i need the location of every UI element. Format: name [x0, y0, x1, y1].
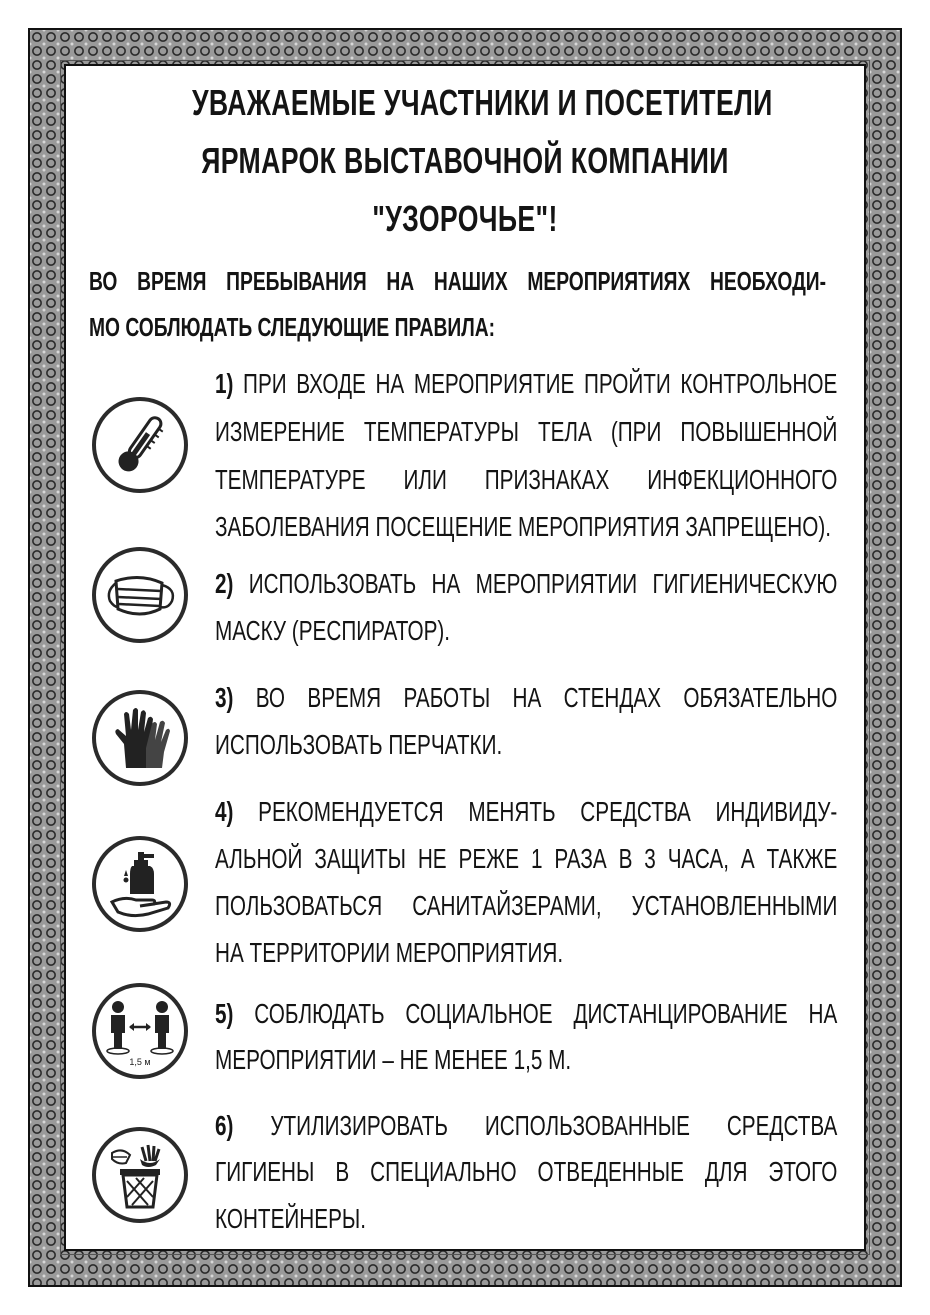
rule-3-line-1: 3) ВО ВРЕМЯ РАБОТЫ НА СТЕНДАХ ОБЯЗАТЕЛЬНО	[215, 682, 838, 713]
intro-line-1: ВО ВРЕМЯ ПРЕБЫВАНИЯ НА НАШИХ МЕРОПРИЯТИЯХ НЕОБХОДИ-	[89, 266, 827, 296]
rule-2-line-1: 2) ИСПОЛЬЗОВАТЬ НА МЕРОПРИЯТИИ ГИГИЕНИЧЕСКУЮ	[215, 568, 838, 599]
rule-1-line-3: ТЕМПЕРАТУРЕ ИЛИ ПРИЗНАКАХ ИНФЕКЦИОННОГО	[215, 464, 838, 495]
rule-6-line-1: 6) УТИЛИЗИРОВАТЬ ИСПОЛЬЗОВАННЫЕ СРЕДСТВА	[215, 1110, 838, 1141]
rule-6-line-3: КОНТЕЙНЕРЫ.	[215, 1203, 366, 1234]
face-mask-icon	[92, 547, 188, 643]
rule-6-number: 6)	[215, 1110, 234, 1141]
rule-4-line-4: НА ТЕРРИТОРИИ МЕРОПРИЯТИЯ.	[215, 937, 564, 968]
rule-5-line-2: МЕРОПРИЯТИИ – НЕ МЕНЕЕ 1,5 М.	[215, 1044, 572, 1075]
social-distance-icon	[92, 983, 188, 1079]
rule-5-line-1: 5) СОБЛЮДАТЬ СОЦИАЛЬНОЕ ДИСТАНЦИРОВАНИЕ НА	[215, 998, 838, 1029]
rule-1-line-1: 1) ПРИ ВХОДЕ НА МЕРОПРИЯТИЕ ПРОЙТИ КОНТРОЛЬНОЕ	[215, 368, 838, 399]
title-line-3: "УЗОРОЧЬЕ"!	[372, 198, 558, 239]
rule-1-line-2: ИЗМЕРЕНИЕ ТЕМПЕРАТУРЫ ТЕЛА (ПРИ ПОВЫШЕННОЙ	[215, 416, 838, 447]
rule-1-number: 1)	[215, 368, 234, 399]
rule-4-line-2: АЛЬНОЙ ЗАЩИТЫ НЕ РЕЖЕ 1 РАЗА В 3 ЧАСА, А ТАКЖЕ	[215, 843, 838, 874]
thermometer-icon	[92, 397, 188, 493]
sanitizer-icon	[92, 836, 188, 932]
rule-3-number: 3)	[215, 682, 234, 713]
rule-2-number: 2)	[215, 568, 234, 599]
title-line-1: УВАЖАЕМЫЕ УЧАСТНИКИ И ПОСЕТИТЕЛИ	[191, 82, 773, 123]
rule-6-line-2: ГИГИЕНЫ В СПЕЦИАЛЬНО ОТВЕДЕННЫЕ ДЛЯ ЭТОГО	[215, 1156, 838, 1187]
rule-3-line-2: ИСПОЛЬЗОВАТЬ ПЕРЧАТКИ.	[215, 729, 503, 760]
trash-bin-icon	[92, 1127, 188, 1223]
title-line-2: ЯРМАРОК ВЫСТАВОЧНОЙ КОМПАНИИ	[201, 140, 729, 181]
rule-4-line-1: 4) РЕКОМЕНДУЕТСЯ МЕНЯТЬ СРЕДСТВА ИНДИВИДУ-	[215, 796, 838, 827]
intro-line-2: МО СОБЛЮДАТЬ СЛЕДУЮЩИЕ ПРАВИЛА:	[89, 312, 496, 342]
rule-4-line-3: ПОЛЬЗОВАТЬСЯ САНИТАЙЗЕРАМИ, УСТАНОВЛЕННЫМИ	[215, 890, 838, 921]
gloves-icon	[92, 690, 188, 786]
distance-label: 1,5 м	[129, 1057, 151, 1067]
rule-5-number: 5)	[215, 998, 234, 1029]
rule-2-line-2: МАСКУ (РЕСПИРАТОР).	[215, 615, 451, 646]
rule-4-number: 4)	[215, 796, 234, 827]
rule-1-line-4: ЗАБОЛЕВАНИЯ ПОСЕЩЕНИЕ МЕРОПРИЯТИЯ ЗАПРЕЩЕНО).	[215, 511, 832, 542]
